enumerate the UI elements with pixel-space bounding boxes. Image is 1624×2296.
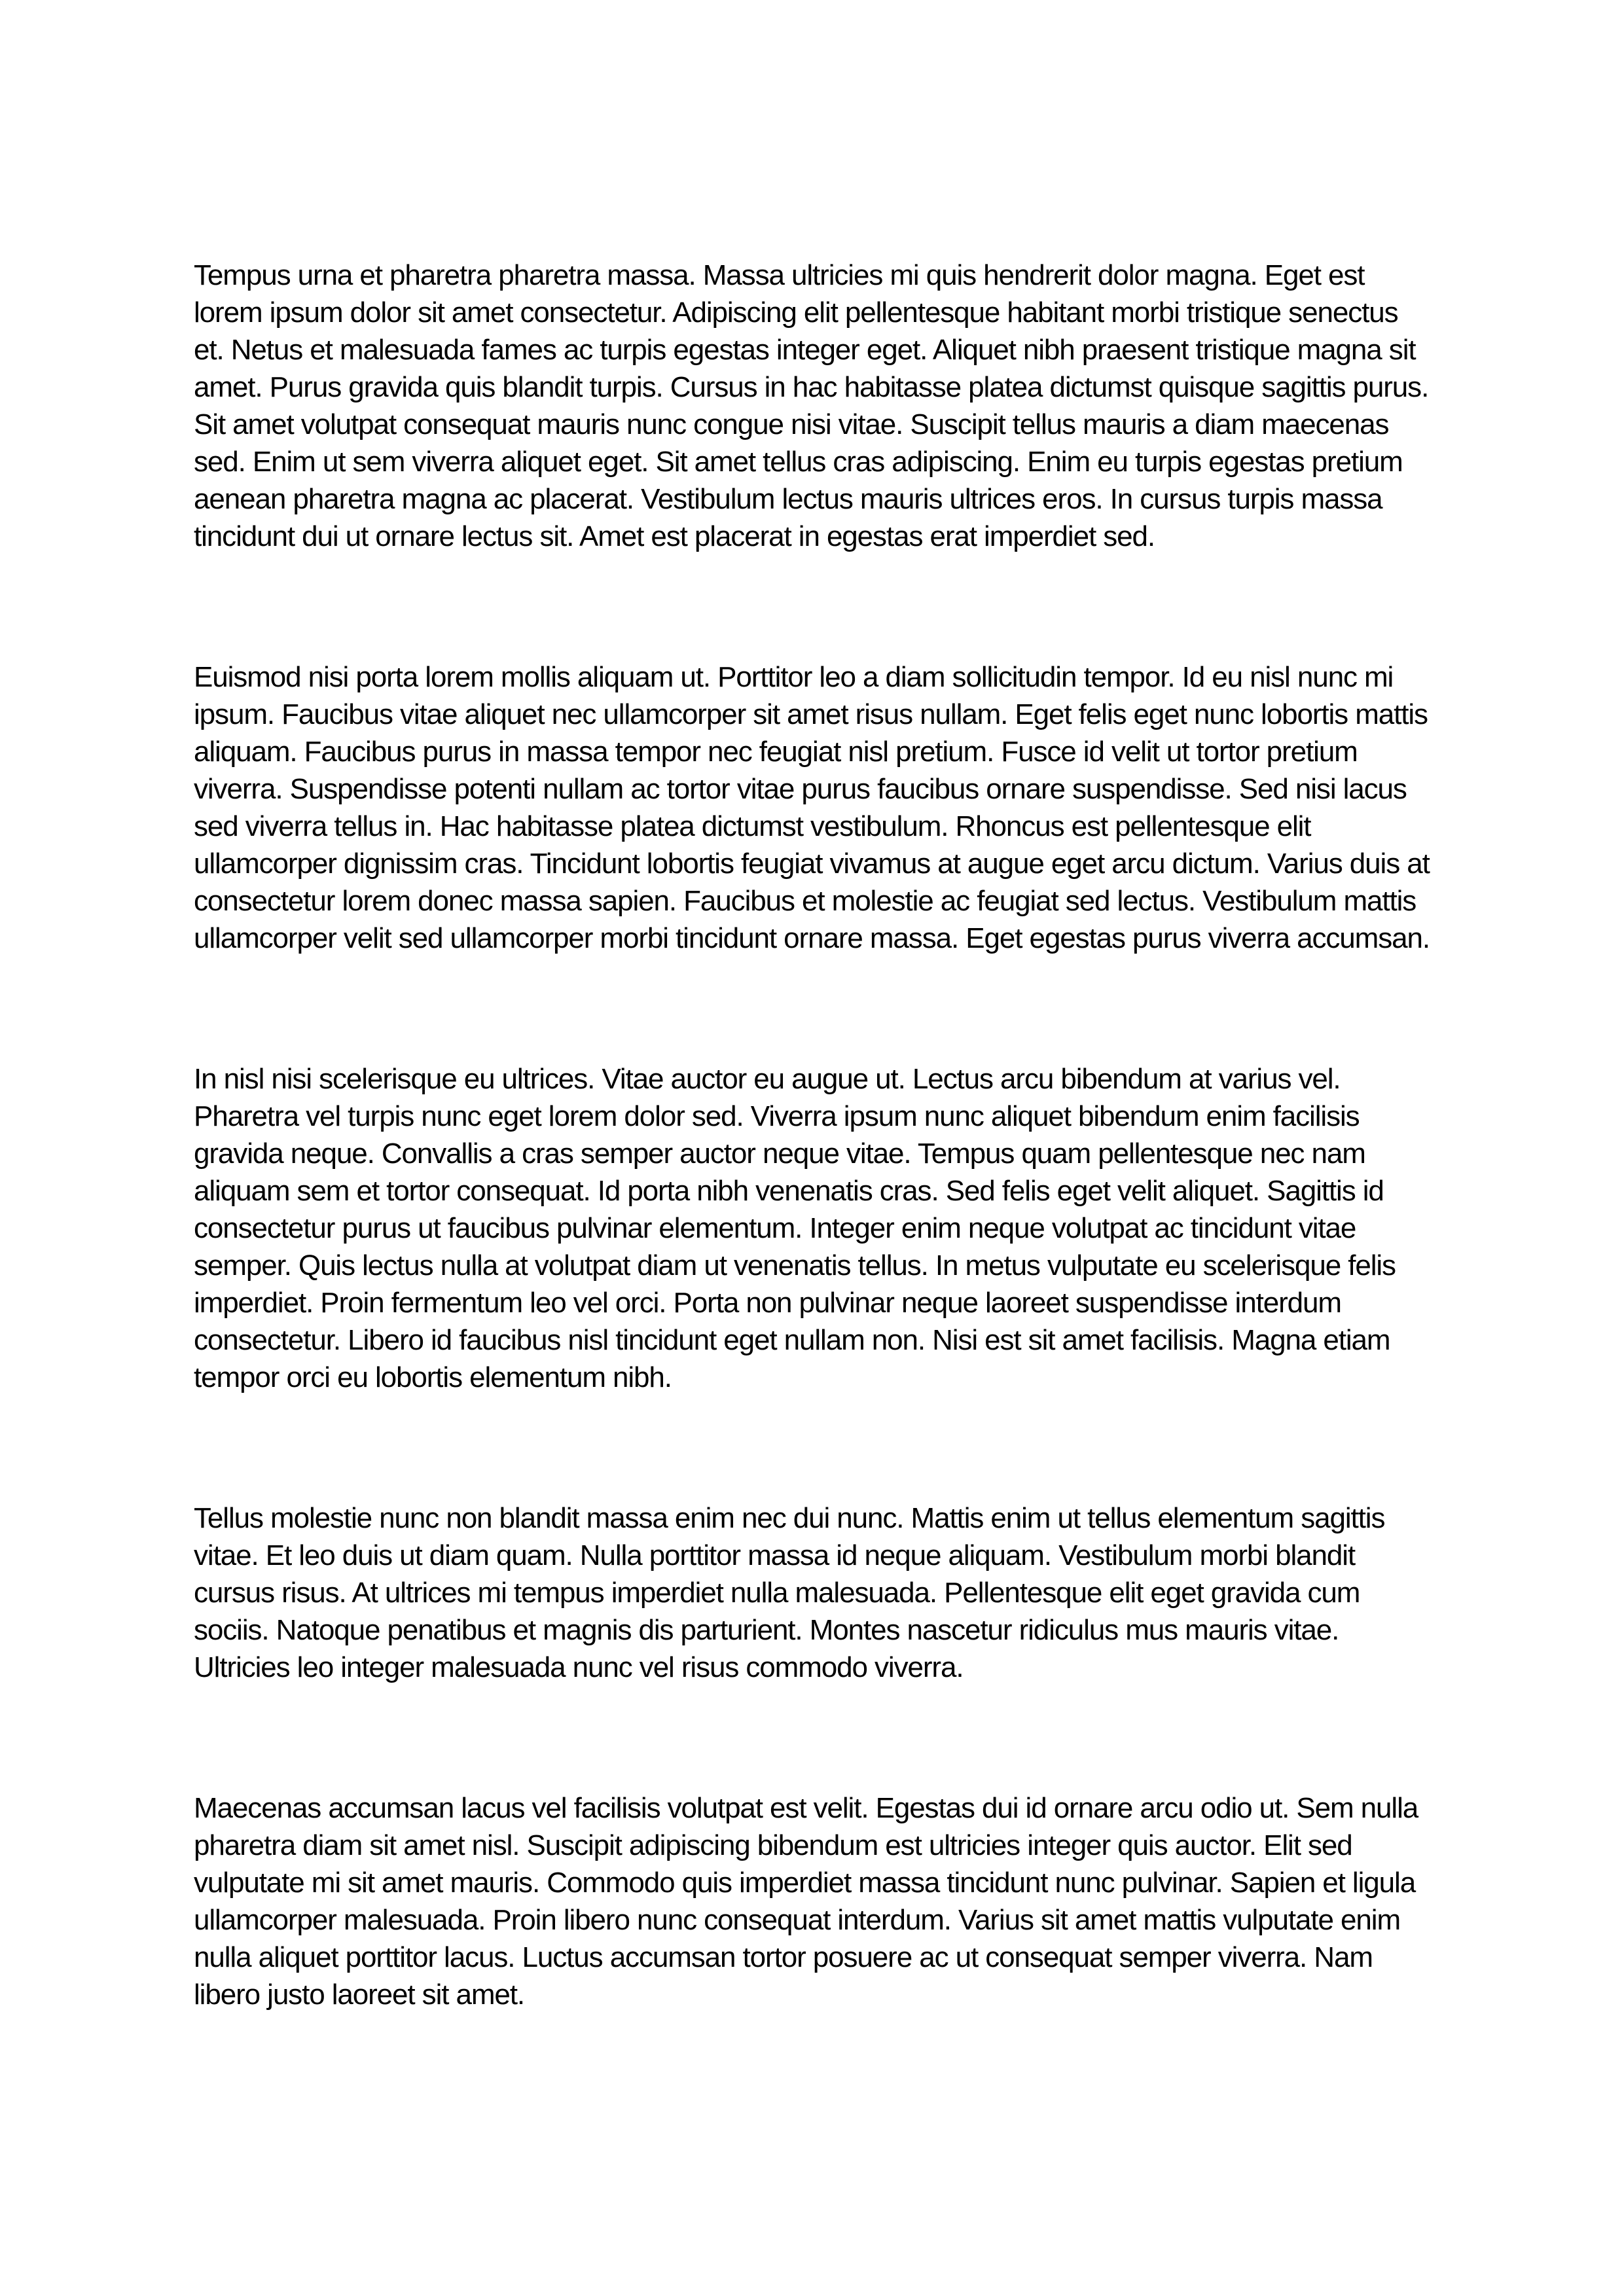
paragraph-4: Tellus molestie nunc non blandit massa enim nec dui nunc. Mattis enim ut tellus elementum sagittis vitae. Et leo duis ut diam quam. Nulla porttitor massa id neque aliquam. Vestibulum morbi blandit cursus risus. At ultrices mi tempus imperdiet nulla malesuada. Pellentesque elit eget gravida cum sociis. Natoque penatibus et magnis dis parturient. Montes nascetur ridiculus mus mauris vitae. Ultricies leo integer malesuada nunc vel risus commodo viverra. <box>194 1502 1385 1683</box>
paragraph-3: In nisl nisi scelerisque eu ultrices. Vitae auctor eu augue ut. Lectus arcu bibendum at varius vel. Pharetra vel turpis nunc eget lorem dolor sed. Viverra ipsum nunc aliquet bibendum enim facilisis gravida neque. Convallis a cras semper auctor neque vitae. Tempus quam pellentesque nec nam aliquam sem et tortor consequat. Id porta nibh venenatis cras. Sed felis eget velit aliquet. Sagittis id consectetur purus ut faucibus pulvinar elementum. Integer enim neque volutpat ac tincidunt vitae semper. Quis lectus nulla at volutpat diam ut venenatis tellus. In metus vulputate eu scelerisque felis imperdiet. Proin fermentum leo vel orci. Porta non pulvinar neque laoreet suspendisse interdum consectetur. Libero id faucibus nisl tincidunt eget nullam non. Nisi est sit amet facilisis. Magna etiam tempor orci eu lobortis elementum nibh. <box>194 1063 1396 1393</box>
paragraph-2: Euismod nisi porta lorem mollis aliquam ut. Porttitor leo a diam sollicitudin tempor. Id eu nisl nunc mi ipsum. Faucibus vitae aliquet nec ullamcorper sit amet risus nullam. Eget felis eget nunc lobortis mattis aliquam. Faucibus purus in massa tempor nec feugiat nisl pretium. Fusce id velit ut tortor pretium viverra. Suspendisse potenti nullam ac tortor vitae purus faucibus ornare suspendisse. Sed nisi lacus sed viverra tellus in. Hac habitasse platea dictumst vestibulum. Rhoncus est pellentesque elit ullamcorper dignissim cras. Tincidunt lobortis feugiat vivamus at augue eget arcu dictum. Varius duis at consectetur lorem donec massa sapien. Faucibus et molestie ac feugiat sed lectus. Vestibulum mattis ullamcorper velit sed ullamcorper morbi tincidunt ornare massa. Eget egestas purus viverra accumsan. <box>194 661 1430 954</box>
paragraph-5: Maecenas accumsan lacus vel facilisis volutpat est velit. Egestas dui id ornare arcu odio ut. Sem nulla pharetra diam sit amet nisl. Suscipit adipiscing bibendum est ultricies integer quis auctor. Elit sed vulputate mi sit amet mauris. Commodo quis imperdiet massa tincidunt nunc pulvinar. Sapien et ligula ullamcorper malesuada. Proin libero nunc consequat interdum. Varius sit amet mattis vulputate enim nulla aliquet porttitor lacus. Luctus accumsan tortor posuere ac ut consequat semper viverra. Nam libero justo laoreet sit amet. <box>194 1792 1418 2011</box>
document-text-block <box>194 257 1431 2013</box>
paragraph-1: Tempus urna et pharetra pharetra massa. Massa ultricies mi quis hendrerit dolor magna. Eget est lorem ipsum dolor sit amet consectetur. Adipiscing elit pellentesque habitant morbi tristique senectus et. Netus et malesuada fames ac turpis egestas integer eget. Aliquet nibh praesent tristique magna sit amet. Purus gravida quis blandit turpis. Cursus in hac habitasse platea dictumst quisque sagittis purus. Sit amet volutpat consequat mauris nunc congue nisi vitae. Suscipit tellus mauris a diam maecenas sed. Enim ut sem viverra aliquet eget. Sit amet tellus cras adipiscing. Enim eu turpis egestas pretium aenean pharetra magna ac placerat. Vestibulum lectus mauris ultrices eros. In cursus turpis massa tincidunt dui ut ornare lectus sit. Amet est placerat in egestas erat imperdiet sed. <box>194 259 1429 552</box>
